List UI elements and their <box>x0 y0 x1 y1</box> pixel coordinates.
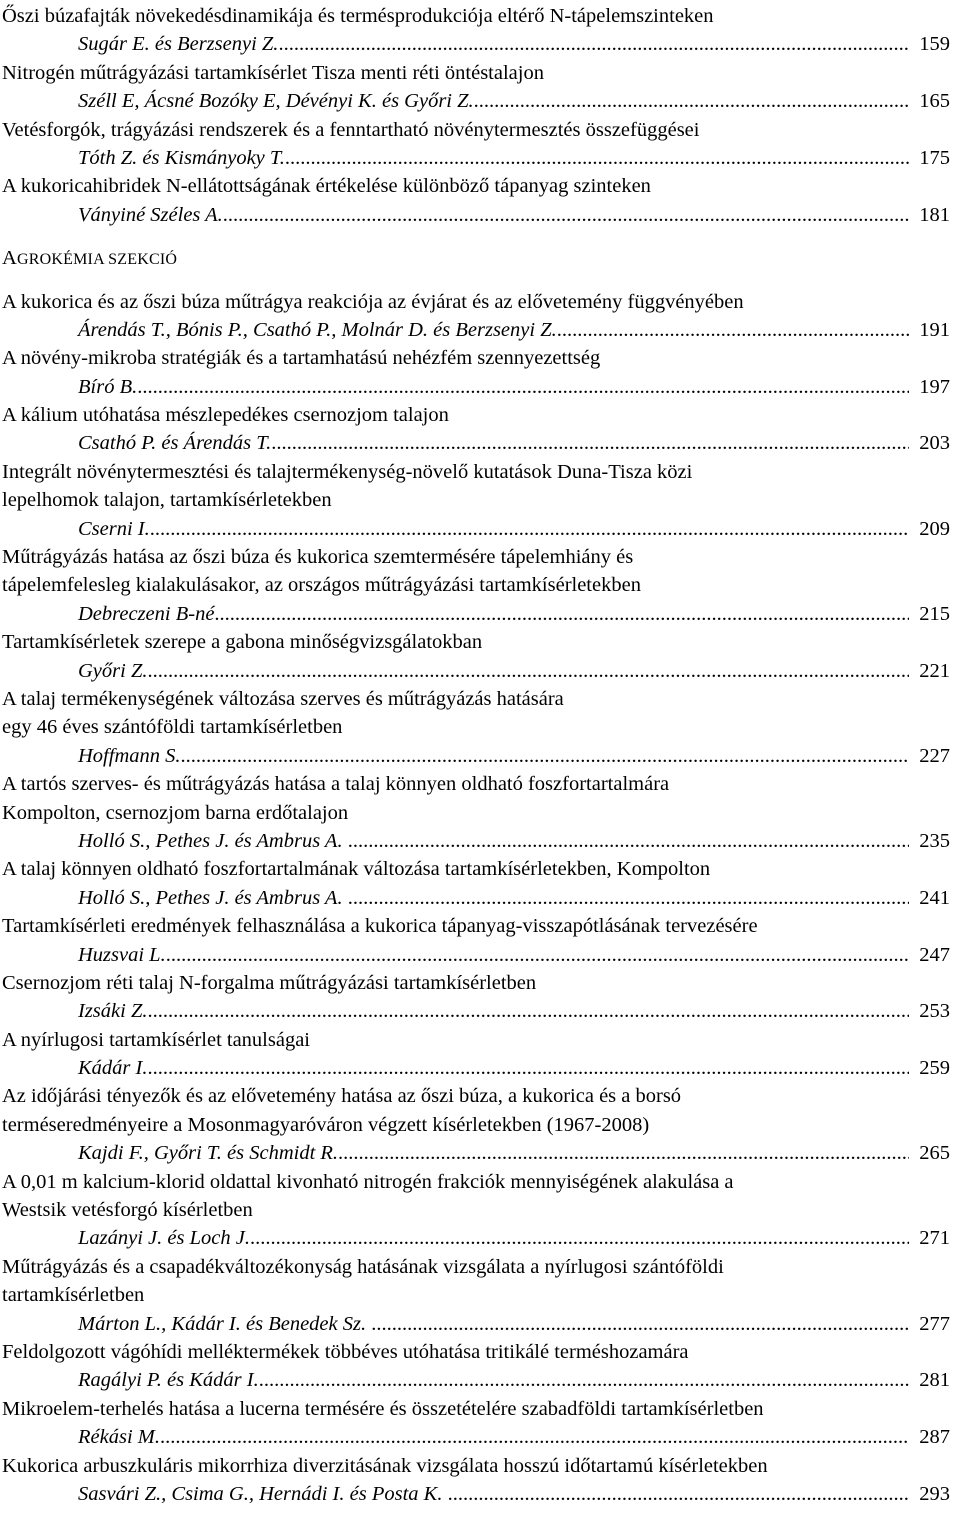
toc-entry <box>2 969 950 1026</box>
toc-entry-author: Sasvári Z., Csima G., Hernádi I. és Posta K. <box>78 1482 448 1505</box>
toc-entry-page-number: 253 <box>919 1000 950 1023</box>
dot-leader <box>147 1054 909 1082</box>
toc-entry-author-line <box>2 515 950 543</box>
toc-entry-title: A növény-mikroba stratégiák és a tartamhatású nehézfém szennyezettség <box>2 347 601 370</box>
toc-entry <box>2 116 950 173</box>
toc-entry-page-number: 271 <box>919 1227 950 1250</box>
toc-entry <box>2 1026 950 1083</box>
toc-entry-page-number: 265 <box>919 1142 950 1165</box>
toc-entry-author: Debreczeni B-né <box>78 602 215 625</box>
dot-leader <box>250 1224 909 1252</box>
toc-entry-author: Ványiné Széles A. <box>78 203 223 226</box>
toc-entries-before-section <box>2 2 950 229</box>
toc-entry-title: Nitrogén műtrágyázási tartamkísérlet Tisza menti réti öntéstalajon <box>2 61 544 84</box>
dot-leader <box>271 429 909 457</box>
toc-entry-page-number: 293 <box>919 1482 950 1505</box>
toc-entry-author-line <box>2 1224 950 1252</box>
toc-entry-author: Sugár E. és Berzsenyi Z. <box>78 33 279 56</box>
toc-entry-title: Az időjárási tényezők és az elővetemény hatása az őszi búza, a kukorica és a borsó <box>2 1085 682 1108</box>
toc-entry-page-number: 181 <box>919 203 950 226</box>
section-heading-initial: A <box>2 247 18 270</box>
toc-entry <box>2 344 950 401</box>
toc-entry <box>2 770 950 855</box>
toc-entry-title: tartamkísérletben <box>2 1284 145 1307</box>
toc-entry-title: A kukorica és az őszi búza műtrágya reakciója az évjárat és az elővetemény függvényében <box>2 290 744 313</box>
toc-entry-title: terméseredményeire a Mosonmagyaróváron végzett kísérletekben (1967-2008) <box>2 1113 650 1136</box>
toc-entry-author-line <box>2 1139 950 1167</box>
toc-entry-author-line <box>2 1480 950 1508</box>
toc-entry-author-line <box>2 827 950 855</box>
toc-entry-title: A tartós szerves- és műtrágyázás hatása a talaj könnyen oldható foszfortartalmára <box>2 773 670 796</box>
toc-entry-page-number: 247 <box>919 943 950 966</box>
toc-entry-title: A 0,01 m kalcium-klorid oldattal kivonható nitrogén frakciók mennyiségének alakulása a <box>2 1170 734 1193</box>
toc-entry-title: lepelhomok talajon, tartamkísérletekben <box>2 489 332 512</box>
toc-entry-title: Műtrágyázás és a csapadékváltozékonyság hatásának vizsgálata a nyírlugosi szántóföldi <box>2 1255 724 1278</box>
dot-leader <box>474 87 910 115</box>
toc-entry <box>2 1395 950 1452</box>
toc-entry <box>2 855 950 912</box>
toc-entry-title: Kompolton, csernozjom barna erdőtalajon <box>2 801 349 824</box>
toc-entries-after-section <box>2 288 950 1509</box>
toc-entry-author: Kajdi F., Győri T. és Schmidt R. <box>78 1142 339 1165</box>
toc-entry-author-line <box>2 600 950 628</box>
dot-leader <box>448 1480 910 1508</box>
toc-entry-author: Csathó P. és Árendás T. <box>78 432 272 455</box>
dot-leader <box>338 1139 909 1167</box>
toc-entry <box>2 458 950 543</box>
toc-entry-author-line <box>2 201 950 229</box>
toc-entry-page-number: 175 <box>919 146 950 169</box>
toc-entry-author-line <box>2 1054 950 1082</box>
toc-entry-author: Márton L., Kádár I. és Benedek Sz. <box>78 1312 372 1335</box>
toc-entry <box>2 288 950 345</box>
toc-entry-page-number: 197 <box>919 375 950 398</box>
toc-entry-title: tápelemfelesleg kialakulásakor, az országos műtrágyázási tartamkísérletekben <box>2 574 641 597</box>
toc-entry-title: egy 46 éves szántóföldi tartamkísérletben <box>2 716 343 739</box>
dot-leader <box>147 657 909 685</box>
toc-entry-author-line <box>2 316 950 344</box>
toc-entry-title: Őszi búzafajták növekedésdinamikája és termésprodukciója eltérő N-tápelemszinteken <box>2 5 714 27</box>
toc-entry <box>2 1338 950 1395</box>
toc-entry-page-number: 159 <box>919 33 950 56</box>
toc-entry-author: Kádár I. <box>78 1057 148 1080</box>
toc-entry-title: A nyírlugosi tartamkísérlet tanulságai <box>2 1028 311 1051</box>
table-of-contents <box>2 2 950 1508</box>
toc-entry-author-line <box>2 742 950 770</box>
toc-entry-title: Tartamkísérleti eredmények felhasználása a kukorica tápanyag-visszapótlásának tervezésére <box>2 915 758 938</box>
toc-entry <box>2 1168 950 1253</box>
toc-entry <box>2 172 950 229</box>
toc-entry-author-line <box>2 884 950 912</box>
toc-entry-author: Bíró B. <box>78 375 138 398</box>
toc-entry-title: Műtrágyázás hatása az őszi búza és kukorica szemtermésére tápelemhiány és <box>2 546 634 569</box>
toc-entry-author-line <box>2 429 950 457</box>
toc-entry-author-line <box>2 1366 950 1394</box>
toc-entry-author-line <box>2 941 950 969</box>
toc-entry <box>2 543 950 628</box>
toc-entry-page-number: 277 <box>919 1312 950 1335</box>
toc-entry-author-line <box>2 144 950 172</box>
toc-entry <box>2 59 950 116</box>
toc-entry-author-line <box>2 30 950 58</box>
toc-entry-page-number: 165 <box>919 90 950 113</box>
dot-leader <box>181 742 910 770</box>
toc-entry-author-line <box>2 373 950 401</box>
toc-entry <box>2 1253 950 1338</box>
toc-entry <box>2 685 950 770</box>
section-heading <box>2 244 950 272</box>
toc-entry-author-line <box>2 87 950 115</box>
dot-leader <box>223 201 909 229</box>
dot-leader <box>147 997 909 1025</box>
toc-entry-title: Csernozjom réti talaj N-forgalma műtrágyázási tartamkísérletben <box>2 971 537 994</box>
dot-leader <box>214 600 909 628</box>
toc-entry-author: Izsáki Z. <box>78 1000 148 1023</box>
toc-entry-page-number: 221 <box>919 659 950 682</box>
dot-leader <box>166 941 910 969</box>
toc-entry-author: Árendás T., Bónis P., Csathó P., Molnár D. és Berzsenyi Z. <box>78 318 557 341</box>
toc-entry <box>2 912 950 969</box>
toc-entry-page-number: 227 <box>919 744 950 767</box>
toc-entry-author: Széll E, Ácsné Bozóky E, Dévényi K. és Győri Z. <box>78 90 474 113</box>
toc-entry-author: Cserni I. <box>78 517 150 540</box>
dot-leader <box>150 515 910 543</box>
toc-entry <box>2 401 950 458</box>
toc-entry-page-number: 203 <box>919 432 950 455</box>
toc-entry-title: Feldolgozott vágóhídi melléktermékek többéves utóhatása tritikálé terméshozamára <box>2 1340 689 1363</box>
dot-leader <box>348 884 910 912</box>
dot-leader <box>137 373 909 401</box>
toc-entry-author: Ragályi P. és Kádár I. <box>78 1369 259 1392</box>
toc-entry-author-line <box>2 657 950 685</box>
toc-entry-page-number: 209 <box>919 517 950 540</box>
toc-entry-author: Rékási M. <box>78 1426 160 1449</box>
toc-entry-author: Huzsvai L. <box>78 943 166 966</box>
toc-entry-title: Vetésforgók, trágyázási rendszerek és a fenntartható növénytermesztés összefüggései <box>2 118 700 141</box>
toc-entry-title: Kukorica arbuszkuláris mikorrhiza diverzitásának vizsgálata hosszú időtartamú kísérletekben <box>2 1454 768 1477</box>
dot-leader <box>371 1310 909 1338</box>
toc-entry-title: Integrált növénytermesztési és talajtermékenység-növelő kutatások Duna-Tisza közi <box>2 460 693 483</box>
toc-entry <box>2 1452 950 1509</box>
toc-entry-author-line <box>2 997 950 1025</box>
toc-entry-page-number: 259 <box>919 1057 950 1080</box>
toc-entry <box>2 628 950 685</box>
toc-entry-page-number: 235 <box>919 829 950 852</box>
toc-entry-title: A talaj termékenységének változása szerves és műtrágyázás hatására <box>2 687 564 710</box>
toc-entry-title: A talaj könnyen oldható foszfortartalmának változása tartamkísérletekben, Kompolton <box>2 858 711 881</box>
toc-entry-author: Hoffmann S. <box>78 744 181 767</box>
toc-entry-title: A kukoricahibridek N-ellátottságának értékelése különböző tápanyag szinteken <box>2 175 651 198</box>
toc-entry-page-number: 287 <box>919 1426 950 1449</box>
toc-entry-author: Lazányi J. és Loch J. <box>78 1227 250 1250</box>
toc-entry-author-line <box>2 1423 950 1451</box>
toc-entry-author-line <box>2 1310 950 1338</box>
toc-entry-title: Westsik vetésforgó kísérletben <box>2 1199 253 1222</box>
toc-entry-page-number: 191 <box>919 318 950 341</box>
dot-leader <box>160 1423 909 1451</box>
toc-entry-title: Tartamkísérletek szerepe a gabona minőségvizsgálatokban <box>2 631 483 654</box>
toc-entry-author: Holló S., Pethes J. és Ambrus A. <box>78 829 348 852</box>
toc-entry <box>2 2 950 59</box>
toc-entry-author: Holló S., Pethes J. és Ambrus A. <box>78 886 348 909</box>
toc-entry-title: A kálium utóhatása mészlepedékes csernozjom talajon <box>2 404 449 427</box>
toc-entry-author: Tóth Z. és Kismányoky T. <box>78 146 285 169</box>
toc-entry-page-number: 215 <box>919 602 950 625</box>
dot-leader <box>285 144 909 172</box>
section-heading-rest: GROKÉMIA SZEKCIÓ <box>17 251 178 269</box>
dot-leader <box>278 30 909 58</box>
toc-entry-page-number: 241 <box>919 886 950 909</box>
toc-entry <box>2 1082 950 1167</box>
toc-entry-title: Mikroelem-terhelés hatása a lucerna termésére és összetételére szabadföldi tartamkísérletben <box>2 1397 764 1420</box>
dot-leader <box>557 316 910 344</box>
dot-leader <box>259 1366 910 1394</box>
toc-entry-author: Győri Z. <box>78 659 148 682</box>
dot-leader <box>348 827 910 855</box>
toc-entry-page-number: 281 <box>919 1369 950 1392</box>
